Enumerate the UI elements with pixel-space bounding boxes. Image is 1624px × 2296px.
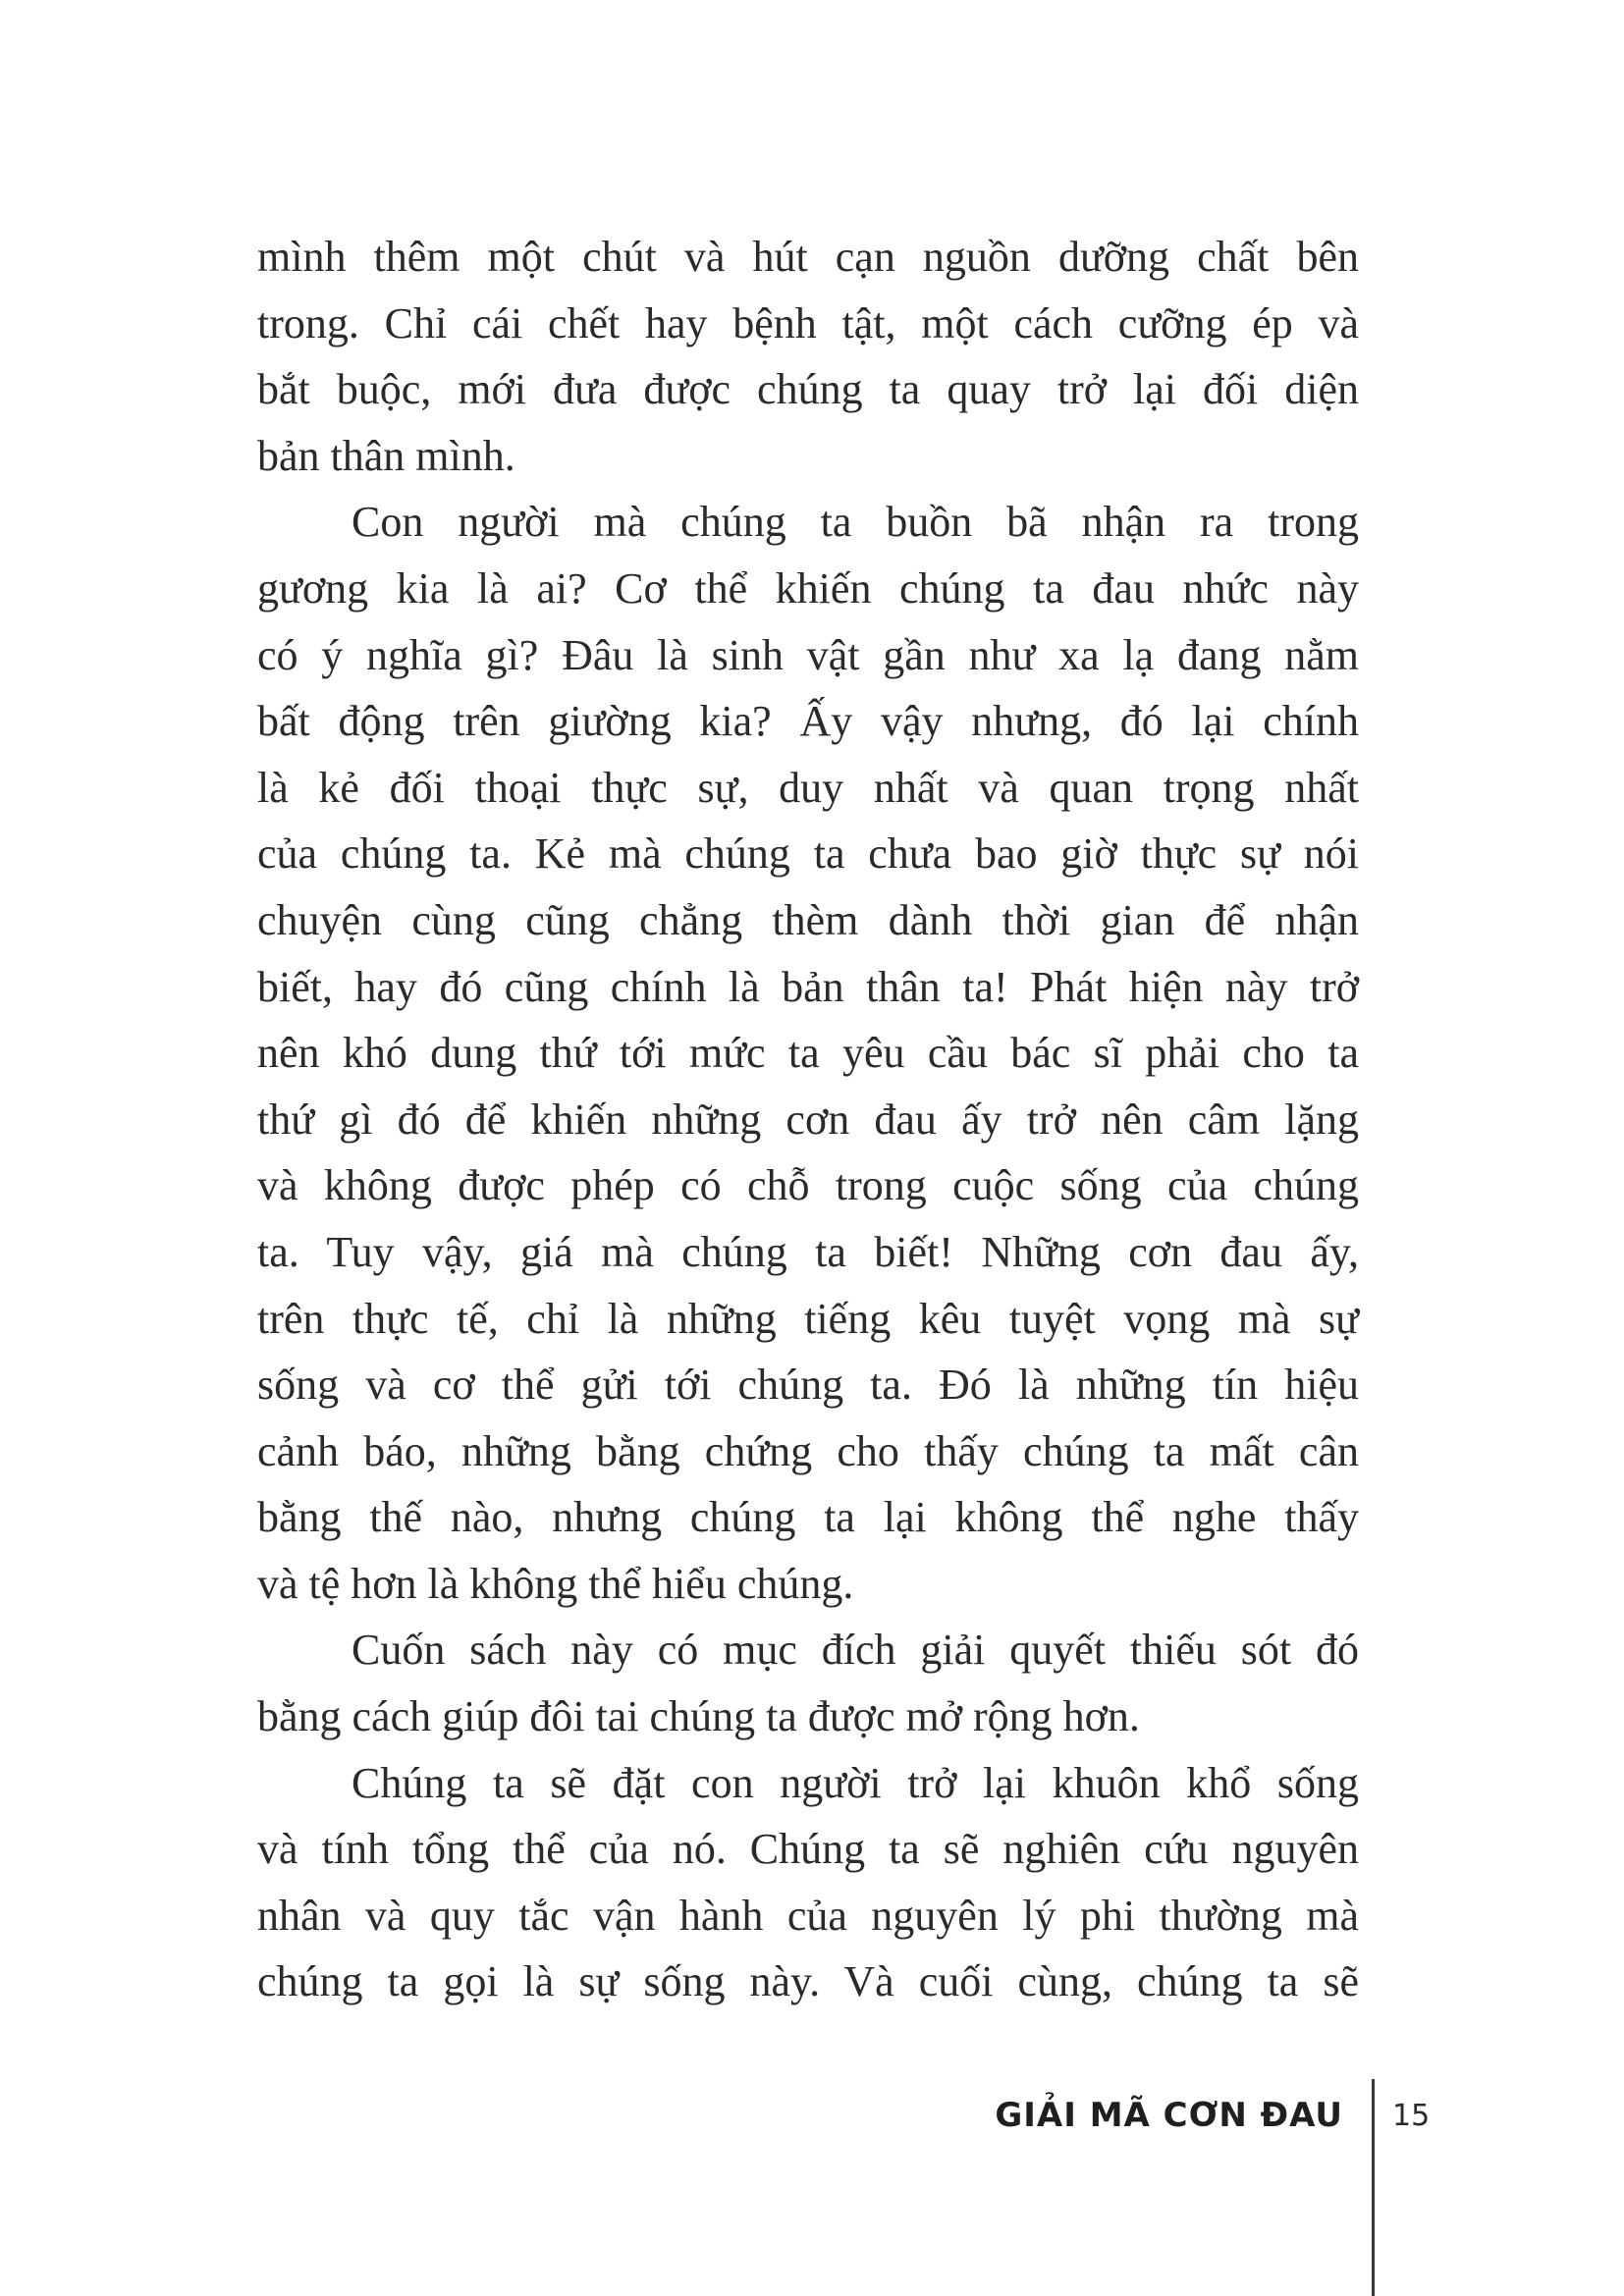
text-line: bản thân mình.	[257, 431, 515, 480]
text-line: Cuốn sách này có mục đích giải quyết thiếu sót đó	[352, 1626, 1359, 1675]
text-line: chuyện cùng cũng chẳng thèm dành thời gian để nhận	[257, 895, 1359, 944]
running-footer-title: GIẢI MÃ CƠN ĐAU	[995, 2096, 1343, 2135]
text-line: Chúng ta sẽ đặt con người trở lại khuôn khổ sống	[352, 1758, 1359, 1807]
text-line: biết, hay đó cũng chính là bản thân ta! Phát hiện này trở	[257, 962, 1359, 1011]
text-line: bất động trên giường kia? Ấy vậy nhưng, đó lại chính	[257, 697, 1359, 746]
text-line: trong. Chỉ cái chết hay bệnh tật, một cách cưỡng ép và	[257, 298, 1359, 347]
text-line: ta. Tuy vậy, giá mà chúng ta biết! Những cơn đau ấy,	[257, 1227, 1359, 1276]
text-line: và tính tổng thể của nó. Chúng ta sẽ nghiên cứu nguyên	[257, 1825, 1359, 1874]
body-text	[257, 224, 1359, 2015]
text-line: sống và cơ thể gửi tới chúng ta. Đó là những tín hiệu	[257, 1361, 1359, 1410]
text-line: bằng cách giúp đôi tai chúng ta được mở rộng hơn.	[257, 1692, 1140, 1741]
text-line: của chúng ta. Kẻ mà chúng ta chưa bao giờ thực sự nói	[257, 829, 1359, 879]
footer-divider	[1372, 2079, 1375, 2296]
text-line: trên thực tế, chỉ là những tiếng kêu tuyệt vọng mà sự	[257, 1294, 1359, 1343]
text-line: nhân và quy tắc vận hành của nguyên lý phi thường mà	[257, 1891, 1359, 1940]
text-line: và tệ hơn là không thể hiểu chúng.	[257, 1559, 854, 1608]
text-line: là kẻ đối thoại thực sự, duy nhất và quan trọng nhất	[257, 763, 1359, 812]
text-line: mình thêm một chút và hút cạn nguồn dưỡng chất bên	[257, 233, 1359, 281]
text-line: thứ gì đó để khiến những cơn đau ấy trở nên câm lặng	[257, 1095, 1359, 1144]
text-line: cảnh báo, những bằng chứng cho thấy chúng ta mất cân	[257, 1426, 1359, 1475]
text-line: và không được phép có chỗ trong cuộc sống của chúng	[257, 1161, 1359, 1210]
text-line: chúng ta gọi là sự sống này. Và cuối cùng, chúng ta sẽ	[257, 1957, 1359, 2006]
text-line: gương kia là ai? Cơ thể khiến chúng ta đau nhức này	[257, 563, 1359, 613]
text-line: Con người mà chúng ta buồn bã nhận ra trong	[352, 498, 1359, 547]
page-number: 15	[1392, 2099, 1431, 2133]
text-line: bằng thế nào, nhưng chúng ta lại không thể nghe thấy	[257, 1493, 1359, 1542]
text-line: có ý nghĩa gì? Đâu là sinh vật gần như xa lạ đang nằm	[257, 630, 1359, 679]
text-line: bắt buộc, mới đưa được chúng ta quay trở lại đối diện	[257, 365, 1359, 414]
text-line: nên khó dung thứ tới mức ta yêu cầu bác sĩ phải cho ta	[257, 1029, 1359, 1078]
